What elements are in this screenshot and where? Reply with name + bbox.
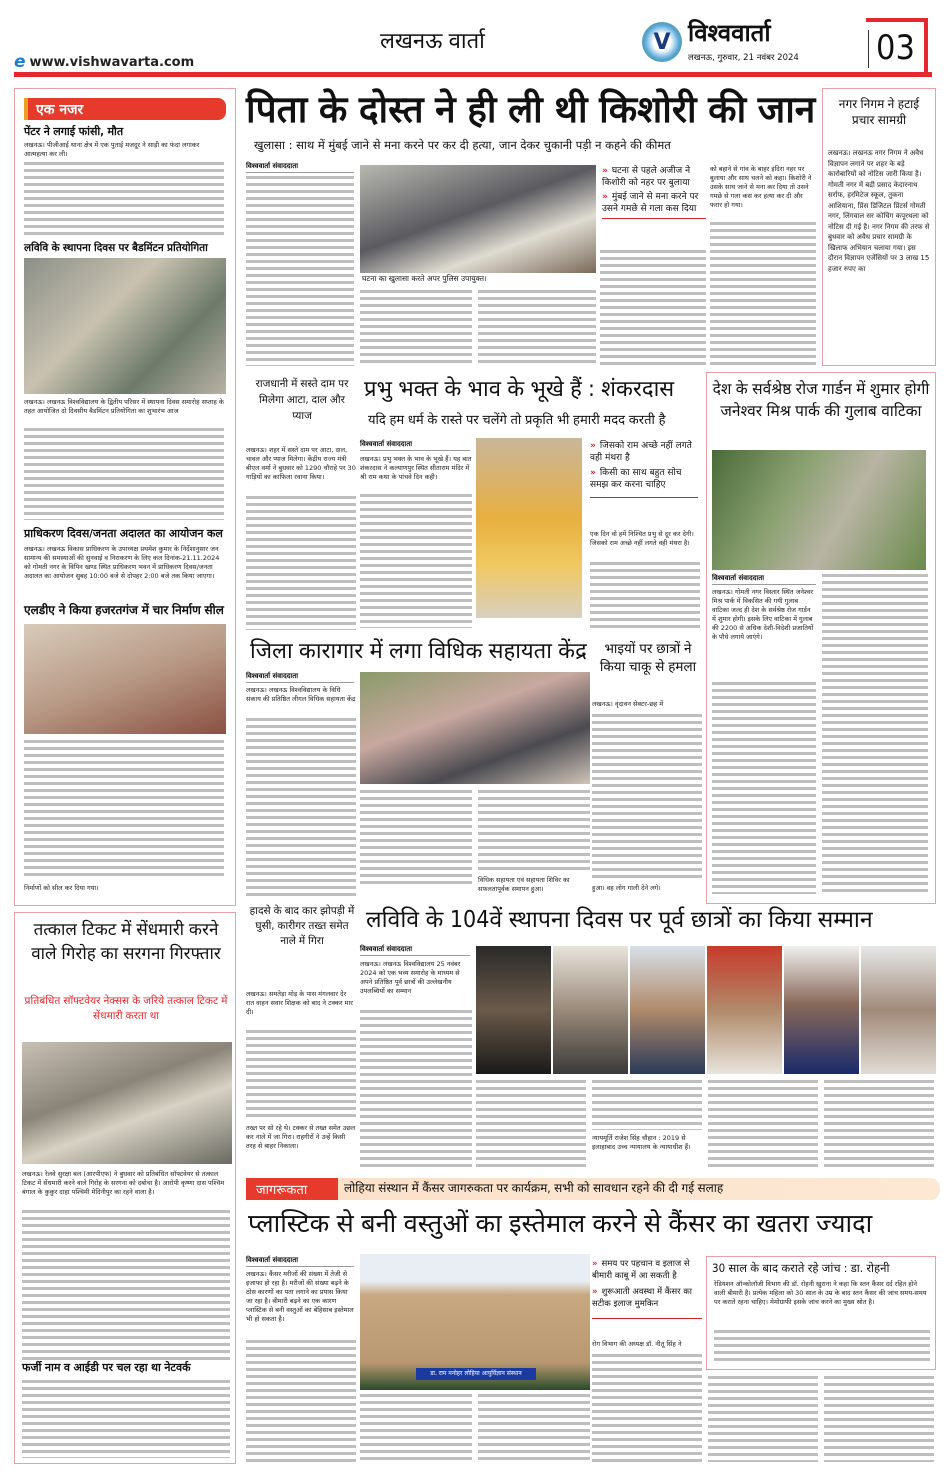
story-body: [592, 1080, 702, 1130]
alumni-portrait: [476, 946, 551, 1074]
dateline: लखनऊ, गुरुवार, 21 नवंबर 2024: [688, 53, 799, 63]
story-body: [824, 1080, 934, 1170]
story-body: [24, 428, 224, 520]
bullet-item: » शुरूआती अवस्था में कैंसर का सटीक इलाज मुमकिन: [592, 1287, 692, 1309]
story-lead: लखनऊ। कैंसर मरीजों की संख्या में तेजी से इजाफा हो रहा है। मरीजों की संख्या बढ़ने के ठोस कारणों का पता लगाने का प्रयास किया जा रहा है। बीमारी बढ़ने का एक कारण प्लास्टिक से बनी वस्तुओं का बेहिसाब इस्तेमाल भी हो सकता है।: [246, 1270, 356, 1336]
story-lead: लखनऊ। लखनऊ नगर निगम ने अवैध विज्ञापन लगाने पर शहर के बड़े कारोबारियों को नोटिस जारी किया है। गोमती नगर में बद्री प्रसाद केदारनाथ सर्राफ, हरमिटेज स्कूल, तुकना आशियाना, प्रिंस डिजिटल प्रिंटर्स गोमती नगर, लिंगवाल सर कोचिंग कपूरथला को नोटिस दी गई है। नगर निगम की तरफ से बुधवार को अवैध प्रचार सामग्री के खिलाफ अभियान चलाया गया। इस दौरान विज्ञापन एजेंसियों पर 3 लाख 15 हजार रुपए का: [828, 148, 932, 362]
story-body: [478, 790, 590, 874]
alumni-portraits: [476, 946, 936, 1074]
bullet-item: » समय पर पहचान व इलाज से बीमारी काबू में आ सकती है: [592, 1259, 690, 1281]
story-body: [360, 290, 472, 366]
story-body: [592, 714, 702, 880]
police-press-photo: [360, 165, 596, 273]
story-body: [714, 1330, 930, 1364]
lead-subhead: खुलासा : साथ में मुंबई जाने से मना करने पर कर दी हत्या, जान देकर चुकानी पड़ी न कहने की कीमत: [254, 138, 671, 152]
story-body: [246, 496, 356, 630]
story-body: [478, 290, 596, 366]
story-body: [22, 1210, 230, 1360]
story-headline: देश के सर्वश्रेष्ठ रोज गार्डन में शुमार होगी जनेश्वर मिश्र पार्क की गुलाब वाटिका: [712, 380, 930, 420]
institute-signboard: डा. राम मनोहर लोहिया आयुर्विज्ञान संस्थान: [416, 1368, 536, 1380]
story-end: तख्त पर सो रहे थे। टक्कर से तख्त समेत उछल कर नाले में जा गिरा। राहगीरों ने उन्हें किसी तरह से बाहर निकाला।: [246, 1124, 356, 1170]
story-headline: एलडीए ने किया हजरतगंज में चार निर्माण सील: [24, 603, 224, 617]
story-lead: लखनऊ। प्रभु भक्त के भाव के भूखे हैं। यह बात शंकरदास ने कल्याणपुर स्थित सीताराम मंदिर में श्री राम कथा के पांचवे दिन कही।: [360, 455, 472, 491]
story-lead: लखनऊ। समतेड़ा मोड़ के पास मंगलवार देर रात वाहन सवार शिक्षक को बाद ने टक्कर मार दी।: [246, 990, 356, 1026]
chevron-icon: »: [592, 1259, 598, 1269]
lead-bullets: [602, 165, 706, 219]
story-body: [246, 718, 356, 898]
story-body: [24, 740, 224, 880]
story-body: [360, 1394, 472, 1462]
ticket-headline: तत्काल टिकट में सेंधमारी करने वाले गिरोह का सरगना गिरफ्तार: [31, 920, 221, 964]
alumni-portrait: [861, 946, 936, 1074]
alumni-portrait: [784, 946, 859, 1074]
story-body: [822, 574, 928, 894]
story-lead: एक दिन वो हमें निश्चित प्रभु से दूर कर देगी। जिसको राम अच्छे नहीं लगते वही मंथरा है।: [590, 530, 700, 558]
awareness-tag: जागरूकता: [246, 1178, 338, 1200]
story-end: निर्माणों को सील कर दिया गया।: [24, 884, 224, 894]
lohia-institute-photo: [360, 1254, 590, 1390]
story-body: [246, 1030, 356, 1120]
story-end: विधिक सहायता एवं सहायता शिविर का सफलतापूर्वक समापन हुआ।: [478, 876, 590, 894]
rohini-headline: 30 साल के बाद कराते रहे जांच : डा. रोहनी: [712, 1261, 890, 1275]
cancer-bullets: [592, 1258, 702, 1319]
chevron-icon: »: [592, 1287, 598, 1297]
story-lead: लखनऊ। गोमती नगर विस्तार स्थित जनेश्वर मिश्र पार्क में विकसित की गयी गुलाब वाटिका जल्द ही देश के सर्वश्रेष्ठ रोज गार्डन में शुमार होगी। इसके लिए वाटिका में गुलाब की 2200 से अधिक देशी-विदेशी प्रजातियों के पौधे लगाये जाएंगे।: [712, 588, 816, 678]
ticket-lead: लखनऊ। रेलवे सुरक्षा बल (आरपीएफ) ने बुधवार को प्रतिबंधित सॉफ्टवेयर से तत्काल टिकट में सेंधमारी करने वाले गिरोह के सरगना को दबोचा है। आरोपी कृष्णा दास पश्चिम बंगाल के कुकुर दाहा पश्चिमी मेदिनीपुर का रहने वाला है।: [22, 1170, 230, 1207]
byline: विश्ववार्ता संवाददाता: [246, 162, 354, 173]
sealed-building-photo: [24, 624, 226, 734]
story-body: [246, 176, 354, 366]
story-lead: लखनऊ। शहर में सस्ते दाम पर आटा, दाल, चावल और प्याज मिलेगा। केंद्रीय राज्य मंत्री बीएल वर्मा ने बुधवार को 1290 चौराहे पर 30 गाड़ियों का काफिला रवाना किया।: [246, 446, 356, 492]
story-headline: प्रभु भक्त के भाव के भूखे हैं : शंकरदास: [364, 377, 675, 402]
story-body: [24, 162, 224, 238]
story-body: [360, 790, 472, 886]
shankardas-portrait: [476, 438, 582, 618]
story-body: [600, 250, 706, 366]
story-body: [360, 1010, 472, 1170]
shankar-bullets: [590, 440, 698, 498]
story-headline: राजधानी में सस्ते दाम पर मिलेगा आटा, दाल और प्याज: [255, 378, 349, 422]
byline: विश्ववार्ता संवाददाता: [246, 672, 354, 683]
ticket-subhead: प्रतिबंधित सॉफ्टवेयर नेक्सस के जरिये तत्काल टिकट में सेंधमारी करता था: [24, 995, 228, 1022]
section-title: लखनऊ वार्ता: [380, 29, 485, 54]
ek-nazar-label: एक नजर: [24, 98, 226, 120]
story-body: [708, 1080, 818, 1170]
bullet-item: » जिसको राम अच्छे नहीं लगते वही मंथरा है: [590, 441, 692, 463]
chevron-icon: »: [602, 192, 608, 202]
website-url[interactable]: e www.vishwavarta.com: [14, 52, 195, 72]
rohini-lead: रेडियशन ऑन्कोलॉजी विभाग की डॉ. रोहनी खुराना ने कहा कि स्तन कैंसर दर्द रहित होने वाली बीमारी है। प्रत्येक महिला को 30 साल के उम्र के बाद स्तन कैंसर की जांच समय-समय पर कराते रहना चाहिए। मेमोग्राफी इसके जांच करने का मुख्य स्रोत है।: [714, 1280, 930, 1328]
story-headline: प्राधिकरण दिवस/जनता अदालत का आयोजन कल: [24, 527, 223, 540]
story-lead: लखनऊ। पीजीआई थाना क्षेत्र में एक पुताई मजदूर ने साड़ी का फंदा लगाकर आत्महत्या कर ली।: [24, 141, 224, 159]
story-body: [246, 1340, 356, 1462]
story-headline: भाइयों पर छात्रों ने किया चाकू से हमला: [599, 641, 697, 675]
story-headline: लविवि के स्थापना दिवस पर बैडमिंटन प्रतियोगिता: [24, 242, 208, 254]
rose-garden-photo: [712, 450, 926, 570]
paper-name: विश्ववार्ता: [688, 19, 771, 47]
story-headline: पेंटर ने लगाई फांसी, मौत: [24, 125, 124, 138]
story-body: [590, 562, 700, 628]
story-body: [712, 682, 816, 894]
lead-headline: पिता के दोस्त ने ही ली थी किशोरी की जान: [246, 88, 816, 131]
story-headline: लविवि के 104वें स्थापना दिवस पर पूर्व छात्रों का किया सम्मान: [366, 907, 873, 933]
story-lead: रोग विभाग की अध्यक्ष डॉ. नीतू सिंह ने: [592, 1340, 702, 1350]
story-headline: जिला कारागार में लगा विधिक सहायता केंद्र: [250, 639, 587, 664]
story-lead: लखनऊ। लखनऊ विश्वविद्यालय 25 नवंबर 2024 को एक भव्य समारोह के माध्यम से अपने प्रतिष्ठित पूर्व छात्रों की उल्लेखनीय उपलब्धियों का सम्मान: [360, 960, 472, 1006]
alumni-portrait: [707, 946, 782, 1074]
jail-event-photo: [360, 672, 590, 784]
story-body: [824, 1376, 934, 1462]
chevron-icon: »: [602, 166, 608, 176]
browser-e-icon: e: [14, 52, 26, 72]
story-lead: लखनऊ। लखनऊ विकास प्राधिकरण के उपाध्यक्ष प्रथमेश कुमार के निर्देशानुसार जन सामान्य की समस्याओं की सुनवाई व निराकरण के लिए कल दिनांक-21.11.2024 को गोमती नगर के विपिन खण्ड स्थित प्राधिकरण भवन में प्राधिकरण दिवस/जनता अदालत का आयोजन सुबह 10:00 बजे से दोपहर 2:00 बजे तक किया जाएगा।: [24, 545, 224, 599]
awareness-band-text: लोहिया संस्थान में कैंसर जागरुकता पर कार्यक्रम, सभी को सावधान रहने की दी गई सलाह: [344, 1181, 724, 1195]
story-lead: लखनऊ। लखनऊ विश्वविद्यालय के द्वितीय परिसर में स्थापना दिवस समारोह सप्ताह के तहत आयोजित दो दिवसीय बैडमिंटन प्रतियोगिता का शुभारंभ आज: [24, 398, 224, 425]
photo-caption: घटना का खुलासा करते अपर पुलिस उपायुक्त।: [362, 274, 487, 283]
cancer-headline: प्लास्टिक से बनी वस्तुओं का इस्तेमाल करने से कैंसर का खतरा ज्यादा: [248, 1209, 873, 1239]
story-lead: लखनऊ। वृंदावन सेक्टर-छह में: [592, 700, 702, 710]
bullet-item: » किसी का साथ बहुत सोच समझ कर करना चाहिए: [590, 468, 682, 490]
story-body: [360, 494, 472, 628]
masthead-rule: [14, 72, 932, 77]
page-number-box: [866, 18, 928, 73]
byline: विश्ववार्ता संवाददाता: [360, 945, 470, 956]
alumni-portrait: [553, 946, 628, 1074]
byline: विश्ववार्ता संवाददाता: [712, 574, 816, 585]
chevron-icon: »: [590, 468, 596, 478]
alumni-portrait: [630, 946, 705, 1074]
story-lead: को बहाने से गांव के बाहर इंदिरा नहर पर बुलाया और साथ चलने को कहा। किशोरी ने उसके साथ जाने से मना कर दिया तो उसने गमछे से गला कस कर हत्या कर दी और फरार हो गया।: [710, 165, 816, 219]
badminton-group-photo: [24, 258, 226, 394]
story-headline: नगर निगम ने हटाई प्रचार सामग्री: [838, 97, 920, 127]
story-body: [478, 1394, 590, 1462]
story-body: [476, 1080, 586, 1170]
story-body: [708, 1376, 818, 1462]
byline: विश्ववार्ता संवाददाता: [246, 1256, 354, 1267]
bullet-item: » मुंबई जाने से मना करने पर उसने गमछे से गला कस दिया: [602, 192, 699, 214]
story-end: न्यायमूर्ति राजेश सिंह चौहान : 2019 से इलाहाबाद उच्च न्यायालय के न्यायाधीश हैं।: [592, 1134, 702, 1170]
story-body: [710, 222, 816, 366]
story-body: [22, 1380, 230, 1458]
bullet-item: » घटना से पहले अजीज ने किशोरी को नहर पर बुलाया: [602, 166, 691, 188]
byline: विश्ववार्ता संवाददाता: [360, 440, 470, 451]
story-subhead: यदि हम धर्म के रास्ते पर चलेंगे तो प्रकृति भी हमारी मदद करती है: [368, 413, 666, 428]
story-body: [592, 1354, 702, 1462]
chevron-icon: »: [590, 441, 596, 451]
story-headline: हादसे के बाद कार झोपड़ी में घुसी, कारीगर तख्त समेत नाले में गिरा: [249, 905, 355, 947]
rpf-arrest-photo: [22, 1042, 232, 1164]
story-lead: लखनऊ। लखनऊ विश्वविद्यालय के विधि संकाय की प्रतिष्ठित लीगल विधिक सहायता केंद्र: [246, 686, 356, 714]
paper-logo: V: [642, 22, 682, 62]
page-number: 03: [876, 28, 915, 68]
story-end: हुआ। वह लोग गाली देने लगे।: [592, 884, 702, 894]
ticket-subhead-2: फर्जी नाम व आईडी पर चल रहा था नेटवर्क: [22, 1361, 191, 1374]
